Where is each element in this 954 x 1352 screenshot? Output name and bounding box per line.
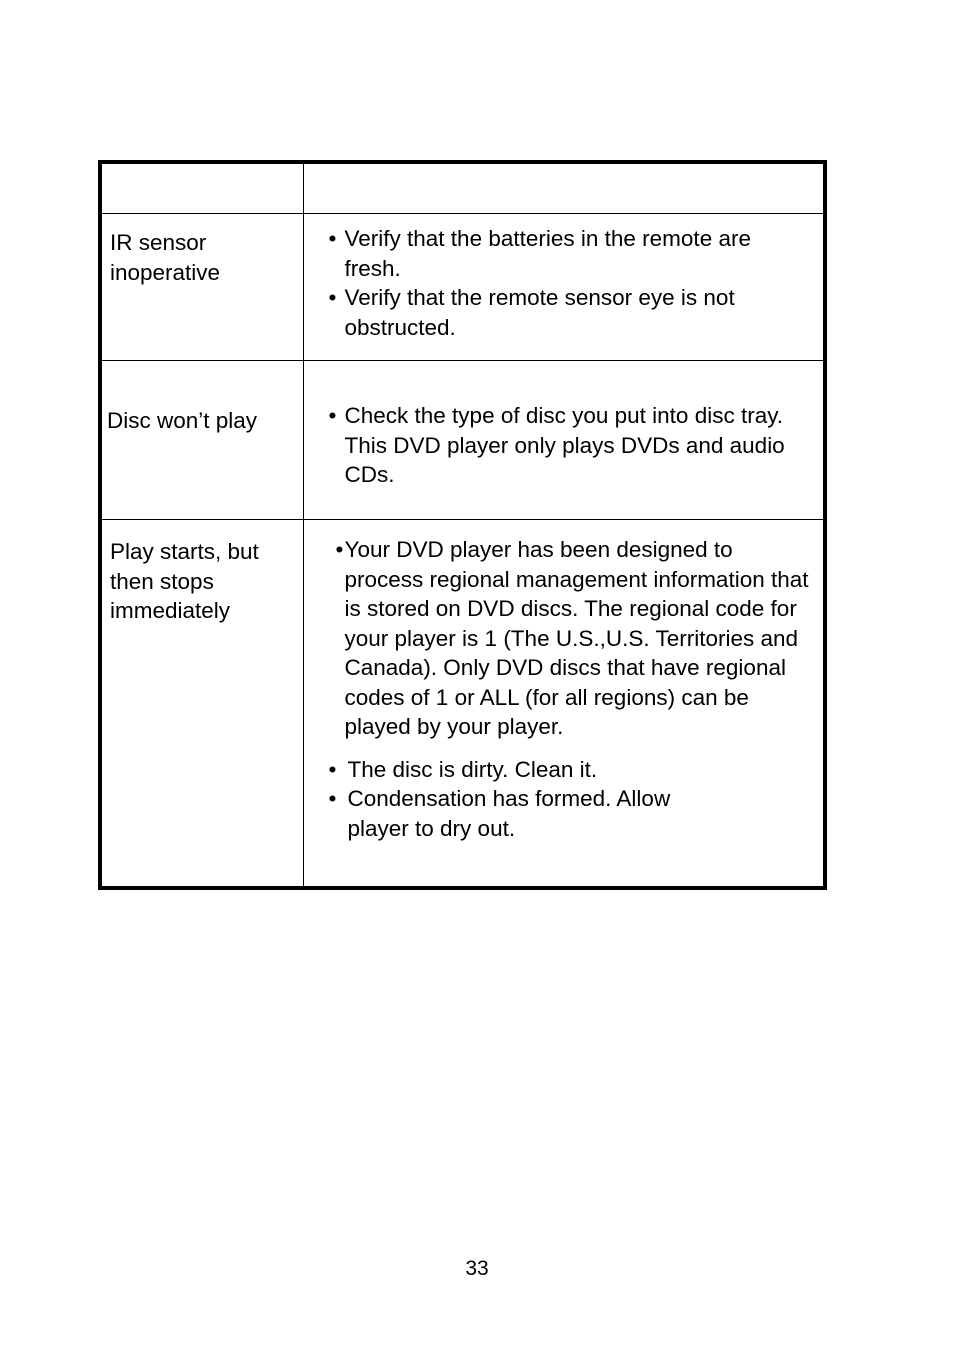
solution-list xyxy=(304,401,794,490)
solution-text: Condensation has formed. Allow player to dry out. xyxy=(347,786,671,841)
troubleshooting-table xyxy=(98,160,827,890)
solution-text: Verify that the remote sensor eye is not obstructed. xyxy=(344,285,735,340)
header-problem-cell xyxy=(100,162,303,214)
table-row xyxy=(100,214,825,361)
list-item xyxy=(304,224,814,283)
list-item xyxy=(304,283,814,342)
solution-text: Check the type of disc you put into disc tray. This DVD player only plays DVDs and audio CDs. xyxy=(344,403,785,487)
header-solution-cell xyxy=(303,162,825,214)
solution-text: Verify that the batteries in the remote are fresh. xyxy=(344,226,751,281)
table-row xyxy=(100,520,825,889)
bullet-icon: • xyxy=(328,403,337,428)
bullet-icon: • xyxy=(335,537,344,562)
page-number: 33 xyxy=(465,1257,489,1280)
solution-list-extra xyxy=(304,755,812,844)
solution-text: The disc is dirty. Clean it. xyxy=(347,756,598,782)
bullet-icon: • xyxy=(328,756,337,782)
problem-text: Play starts, but then stops immediately xyxy=(110,539,259,623)
problem-cell xyxy=(100,520,303,889)
list-item xyxy=(304,401,794,490)
problem-text: IR sensor inoperative xyxy=(110,230,221,285)
solution-cell xyxy=(303,520,825,889)
problem-text: Disc won’t play xyxy=(107,408,258,433)
solution-cell xyxy=(303,361,825,520)
problem-cell xyxy=(100,361,303,520)
list-item xyxy=(304,535,812,742)
list-item xyxy=(304,784,812,843)
solution-list xyxy=(304,224,814,342)
solution-cell xyxy=(303,214,825,361)
bullet-icon: • xyxy=(328,226,337,251)
table-header-row xyxy=(100,162,825,214)
problem-cell xyxy=(100,214,303,361)
bullet-icon: • xyxy=(328,285,337,310)
list-item xyxy=(304,755,812,785)
solution-text: Your DVD player has been designed to process regional management information that is stored on DVD discs. The regional code for your player is 1 (The U.S.,U.S. Territories and Canada). Only DVD discs that have regional codes of 1 or ALL (for all regions) can be played by your player. xyxy=(344,537,809,739)
table-row xyxy=(100,361,825,520)
bullet-icon: • xyxy=(328,786,337,811)
solution-list xyxy=(304,535,812,742)
